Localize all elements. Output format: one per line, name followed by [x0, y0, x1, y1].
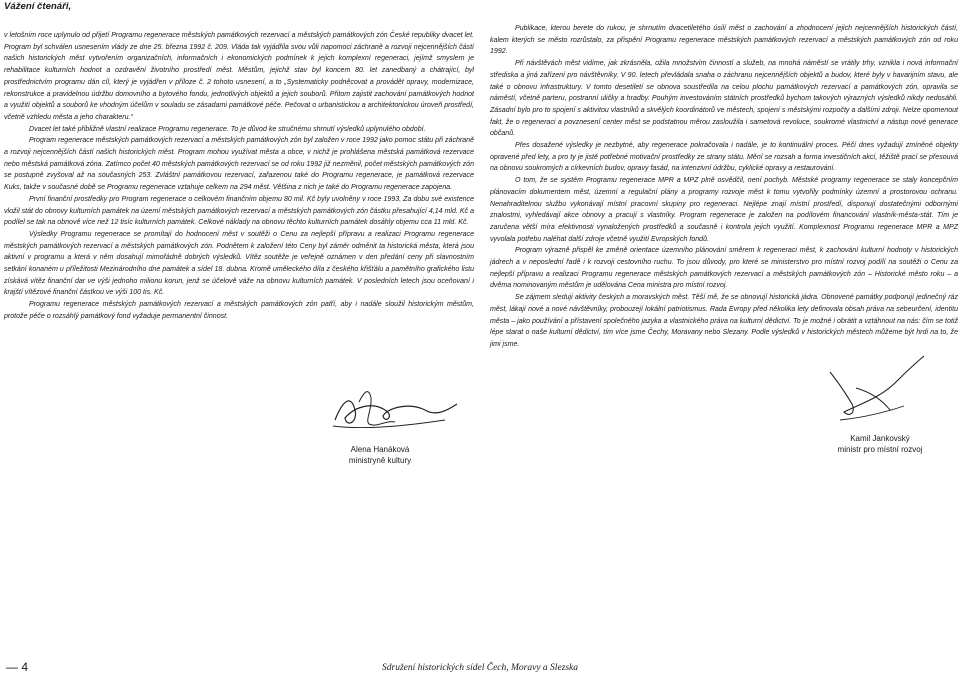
signatory-name: Alena Hanáková — [350, 445, 410, 454]
signature-jankovsky — [800, 352, 930, 432]
paragraph: Při návštěvách měst vidíme, jak zkrásněla, ožila množstvím činností a služeb, na mnohá náměstí se vrátily trhy, vznikla i nová informační střediska a jiná zařízení pro návštěvníky. V 90. letech převládala snaha o záchranu nejcennějších objektů a budov, které byly v havarijním stavu, ale také o obnovu infrastruktury. V tomto desetiletí se obnova soustředila na celou plochu památkových rezervací a památkových zón, opravila se náměstí, včetně parteru, postranní uličky a hradby. Pouhým investováním státních prostředků bychom takových výrazných výsledků nikdy nedosáhli. Zásadní bylo pro to spojení s aktivitou vlastníků a skvělých koordinátorů ve městech, spojení s městskými rozpočty a dalšími zdroji. Nelze opomenout fakt, že o regeneraci a povznesení center měst se podstatnou měrou zasloužila i sametová revoluce, soukromé vlastnictví a nástup nové generace občanů. — [490, 60, 958, 138]
paragraph: Program regenerace městských památkových rezervací a městských památkových zón byl založen v roce 1992 jako pomoc státu při záchraně a rozvoji nejcennějších částí našich historických měst. Program mohou využívat města a obce, v nichž je prohlášena městská památková rezervace nebo městská památková zóna. Zatímco počet 40 městských památkových rezervací se od roku 1992 již nezměnil, počet městských památkových zón se postupně zvyšoval až na současných 253. Zvláštní památkovou rezervací, zařazenou také do Programu regenerace, je památková rezervace Kuks, takže v současné době se Programu regenerace vztahuje celkem na 294 měst. Většina z nich je také do Programu regenerace zapojena. — [4, 137, 475, 192]
right-column — [490, 23, 958, 351]
page-footer — [0, 660, 960, 678]
signatory-title: ministr pro místní rozvoj — [837, 445, 923, 454]
footer-title: Sdružení historických sídel Čech, Moravy a Slezska — [382, 663, 579, 673]
paragraph: Přes dosažené výsledky je nezbytné, aby regenerace pokračovala i nadále, je to kontinuální proces. Péčí dnes vyžadují zmíněné objekty opravené před lety, a pro ty je jistě potřebné motivační prostředky ze strany státu. Mění se rozsah a forma investičních akcí, těžiště prací se přesouvá na obnovu soukromých a církevních budov, opravy fasád, na intenzivní údržbu, cyklické opravy a restaurování. — [490, 142, 958, 173]
paragraph: Se zájmem sleduji aktivity českých a moravských měst. Těší mě, že se obnovují historická jádra. Obnovené památky podporují jedinečný ráz měst, lákají nové a nové návštěvníky, probouzejí lokální patriotismus. Rada Evropy před několika lety definovala obsah práva na sebeurčení, identitu města – jako používání a přístavení společného jazyka a vlastnického práva na kulturní dědictví. To je možné i obrátit a vztáhnout na nás: čím se totiž lépe starat o naše kulturní dědictví, tím více jsme Čechy, Moravany nebo Slezany. Podle výsledků v historických městech můžeme být hrdi na to, že jimi jsme. — [490, 294, 958, 348]
left-column — [4, 0, 474, 323]
paragraph: Dvacet let také přibližně vlastní realizace Programu regenerace. To je důvod ke stručnému shrnutí výsledků uplynulého období. — [29, 125, 426, 133]
signatory-title: ministryně kultury — [348, 456, 412, 465]
page-number-value: 4 — [21, 660, 29, 674]
page-number — [6, 660, 28, 674]
signatory-left — [330, 444, 430, 466]
signatory-name: Kamil Jankovský — [850, 434, 910, 443]
paragraph: První finanční prostředky pro Program regenerace o celkovém finančním objemu 80 mil. Kč byly uvolněny v roce 1993. Za dobu své existence vložil stát do obnovy kulturních památek na území městských památkových rezervací a městských památkových zón částku přesahující 4,14 mld. Kč a podílel se tak na obnově více než 12 tisíc kulturních památek. Celkové náklady na obnovu těchto kulturních památek dosáhly objemu cca 11 mld. Kč. — [4, 195, 474, 227]
signature-hanakova — [325, 380, 465, 442]
signatory-right — [825, 433, 935, 455]
paragraph: Výsledky Programu regenerace se promítají do hodnocení měst v soutěži o Cenu za nejlepší přípravu a realizaci Programu regenerace městských památkových rezervací a městských památkových zón. Podnětem k založení této Ceny byl záměr odměnit ta historická města, která jsou aktivní v programu a která v něm dosahují mimořádně dobrých výsledků. Vítěz soutěže je veřejně oznámen v den předání ceny při slavnostním setkání konaném u příležitosti Mezinárodního dne památek a sídel 18. dubna. Kromě uměleckého díla z českého křišťálu a pamětního grafického listu získává vítěz finanční dar ve výši jednoho milionu korun, jenž se účelově váže na obnovu kulturních památek. V posledních letech jsou oceňovaní i krajští vítězové finanční částkou ve výši 100 tis. Kč. — [4, 230, 474, 297]
paragraph: v letošním roce uplynulo od přijetí Programu regenerace městských památkových rezervací a městských památkových zón České republiky dvacet let. Program byl schválen usnesením vlády ze dne 25. března 1992 č. 209. Vláda tak vyjádřila svou vůli napomoci záchraně a rozvoji nejcennějších částí našich historických měst vytvořením organizačních, informačních i ekonomických podmínek k jejich komplexní regeneraci, jejímž smyslem je rehabilitace kulturních hodnot a ozdravění životního prostředí měst. Městům, jejichž stav byl koncem 80. let zanedbaný a chátrající, byl prostřednictvím programu dán cíl, který je vyjádřen v příloze č. 2 tohoto usnesení, a to „Systematicky podněcovat a provádět opravy, modernizace, rekonstrukce a pravidelnou údržbu domovního a bytového fondu, jednotlivých objektů a jejich souborů. Přitom zajistit zachování památkových hodnot a využití objektů a souborů ke vhodným účelům v souladu se zásadami památkové péče. Pečovat o urbanistickou a architektonickou úroveň prostředí, včetně vzhledu města a jeho charakteru.“ — [4, 32, 474, 121]
paragraph: Programu regenerace městských památkových rezervací a městských památkových zón patří, aby i nadále sloužil historickým městům, protože péče o rozsáhlý památkový fond vyžaduje permanentní činnost. — [4, 301, 474, 320]
salutation-heading: Vážení čtenáři, — [4, 1, 72, 12]
paragraph: Publikace, kterou berete do rukou, je shrnutím dvacetiletého úsilí měst o zachování a zhodnocení jejich nejcennějších historických částí, kalem kterých se město rozrůstalo, za přispění Programu regenerace městských památkových rezervací a městských památkových zón od roku 1992. — [490, 25, 958, 56]
paragraph: Program výrazně přispěl ke změně orientace územního plánování směrem k regeneraci měst, k zachování kulturní hodnoty v historických jádrech a v neposlední řadě i k rozvoji cestovního ruchu. To jsou důvody, pro které se ministerstvo pro místní rozvoj podílí na soutěži o Cenu za nejlepší přípravu a realizaci Programu regenerace městských památkových rezervací a městských památkových zón – Historické město roku – a dvěma nominovaným městům je udělována Cena ministra pro místní rozvoj. — [490, 247, 958, 290]
dash-glyph: — — [6, 660, 22, 674]
paragraph: O tom, že se systém Programu regenerace MPR a MPZ plně osvědčil, není pochyb. Městské programy regenerace se staly koncepčním plánovacím dokumentem měst, územní a regulační plány a programy rozvoje měst k tomu vytvořily podmínky územní a prostorovou ochranu. Nenahraditelnou službu vykonávají místní pracovní skupiny pro regeneraci. Nejlépe znají místní prostředí, disponují dostatečnými odbornými znalostmi, vyhledávají akce obnovy a pracují s vlastníky. Program regenerace je založen na podílovém financování vlastník-města-stát. Tím je zaručena větší míra efektivnosti vynaložených prostředků a současně i kontrola jejich využití. Komplexnost Programu regenerace MPR a MPZ vyvolala potřebu naléhat další zdroje včetně využití Evropských fondů. — [490, 177, 958, 243]
